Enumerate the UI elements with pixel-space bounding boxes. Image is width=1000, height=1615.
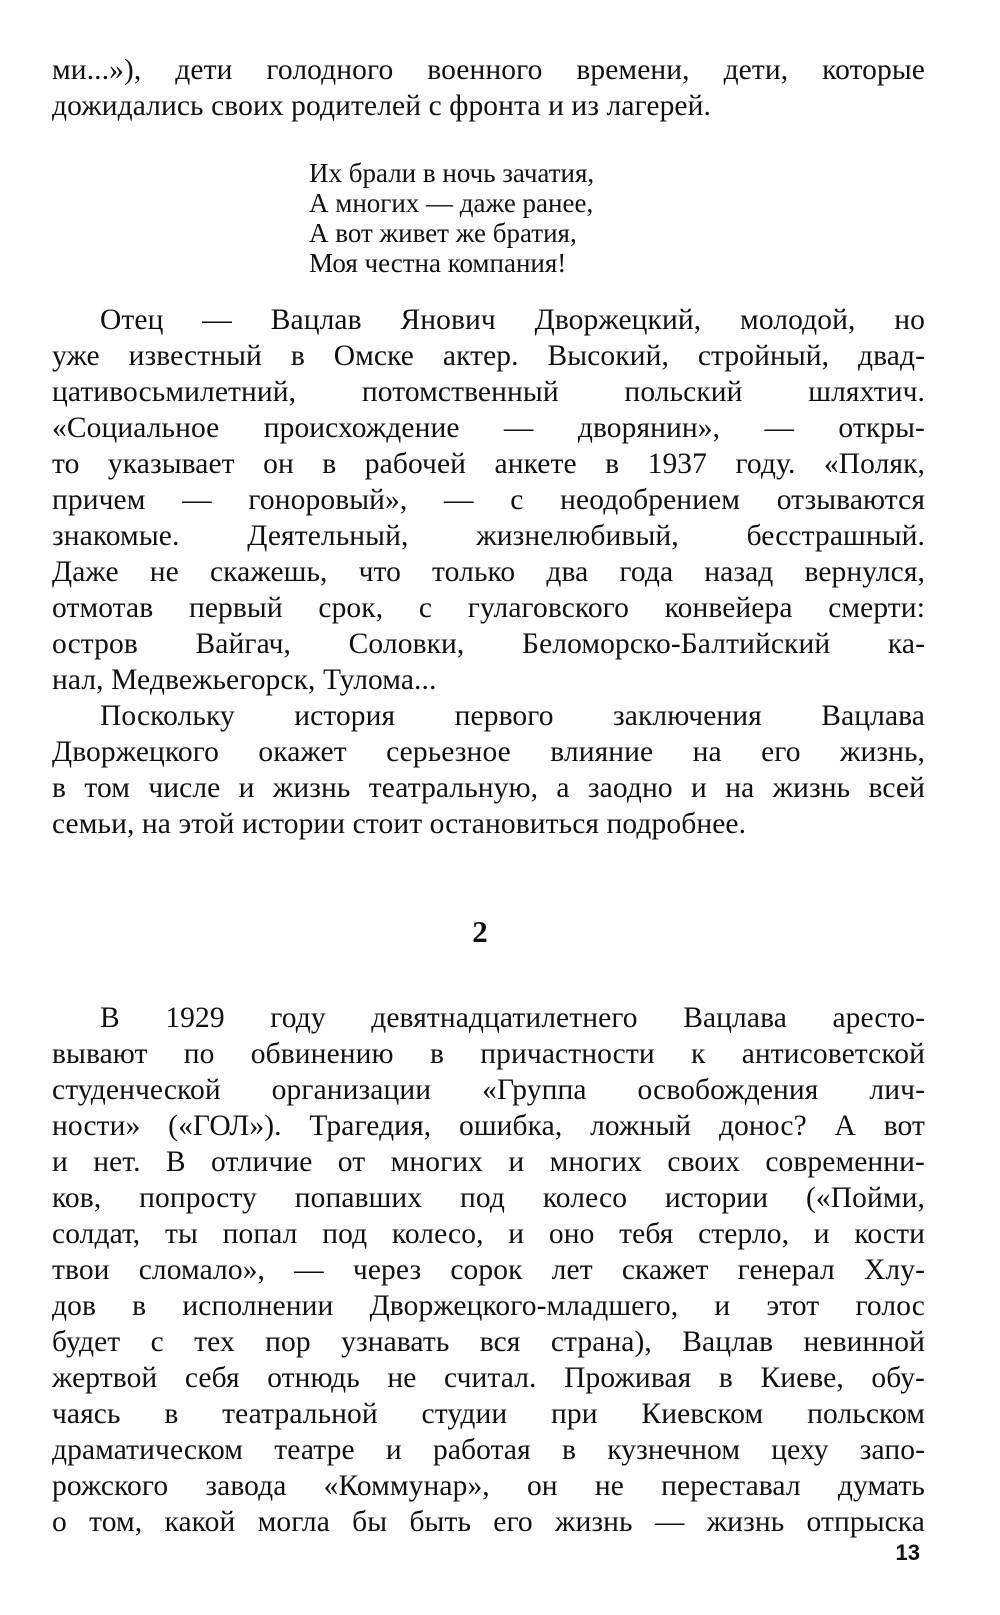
paragraph-line: семьи, на этой истории стоит остановиться подробнее.	[52, 808, 747, 840]
paragraph-line: дов в исполнении Дворжецкого-младшего, и этот голос	[52, 1290, 925, 1322]
paragraph-line: о том, какой могла бы быть его жизнь — жизнь отпрыска	[52, 1506, 925, 1538]
paragraph-line: отмотав первый срок, с гулаговского конвейера смерти:	[52, 592, 925, 624]
paragraph-line: ков, попросту попавших под колесо истории («Пойми,	[52, 1182, 925, 1214]
verse-line: Их брали в ночь зачатия,	[309, 158, 595, 188]
opening-line: ми...»), дети голодного военного времени, дети, которые	[52, 54, 925, 86]
verse-line: Моя честна компания!	[309, 248, 567, 278]
paragraph-line: причем — гоноровый», — с неодобрением отзываются	[52, 484, 925, 516]
paragraph-line: вывают по обвинению в причастности к антисоветской	[52, 1038, 925, 1070]
paragraph-line: в том числе и жизнь театральную, а заодно и на жизнь всей	[52, 772, 925, 804]
paragraph-line: В 1929 году девятнадцатилетнего Вацлава аресто-	[100, 1002, 925, 1034]
paragraph-line: жертвой себя отнюдь не считал. Проживая в Киеве, обу-	[52, 1362, 925, 1394]
paragraph-line: цативосьмилетний, потомственный польский шляхтич.	[52, 376, 925, 408]
paragraph-line: студенческой организации «Группа освобождения лич-	[52, 1074, 925, 1106]
paragraph-line: и нет. В отличие от многих и многих своих современни-	[52, 1146, 925, 1178]
verse-line: А вот живет же братия,	[309, 218, 577, 248]
paragraph-line: рожского завода «Коммунар», он не переставал думать	[52, 1470, 925, 1502]
page-number: 13	[895, 1540, 920, 1565]
paragraph-line: ности» («ГОЛ»). Трагедия, ошибка, ложный донос? А вот	[52, 1110, 925, 1142]
paragraph-line: Поскольку история первого заключения Вацлава	[100, 700, 925, 732]
paragraph-line: чаясь в театральной студии при Киевском польском	[52, 1398, 925, 1430]
paragraph-line: «Социальное происхождение — дворянин», — откры-	[52, 412, 925, 444]
paragraph-line: Дворжецкого окажет серьезное влияние на его жизнь,	[52, 736, 925, 768]
paragraph-line: то указывает он в рабочей анкете в 1937 году. «Поляк,	[52, 448, 925, 480]
paragraph-line: будет с тех пор узнавать вся страна), Вацлав невинной	[52, 1326, 925, 1358]
paragraph-line: Даже не скажешь, что только два года назад вернулся,	[52, 556, 925, 588]
opening-line: дожидались своих родителей с фронта и из лагерей.	[52, 90, 711, 122]
paragraph-line: драматическом театре и работая в кузнечном цеху запо-	[52, 1434, 925, 1466]
verse-line: А многих — даже ранее,	[309, 188, 594, 218]
section-number: 2	[472, 914, 488, 949]
paragraph-line: уже известный в Омске актер. Высокий, стройный, двад-	[52, 340, 925, 372]
paragraph-line: Отец — Вацлав Янович Дворжецкий, молодой, но	[100, 304, 925, 336]
paragraph-line: остров Вайгач, Соловки, Беломорско-Балтийский ка-	[52, 628, 925, 660]
paragraph-line: нал, Медвежьегорск, Тулома...	[52, 664, 437, 696]
paragraph-line: знакомые. Деятельный, жизнелюбивый, бесстрашный.	[52, 520, 925, 552]
paragraph-line: солдат, ты попал под колесо, и оно тебя стерло, и кости	[52, 1218, 925, 1250]
paragraph-line: твои сломало», — через сорок лет скажет генерал Хлу-	[52, 1254, 925, 1286]
